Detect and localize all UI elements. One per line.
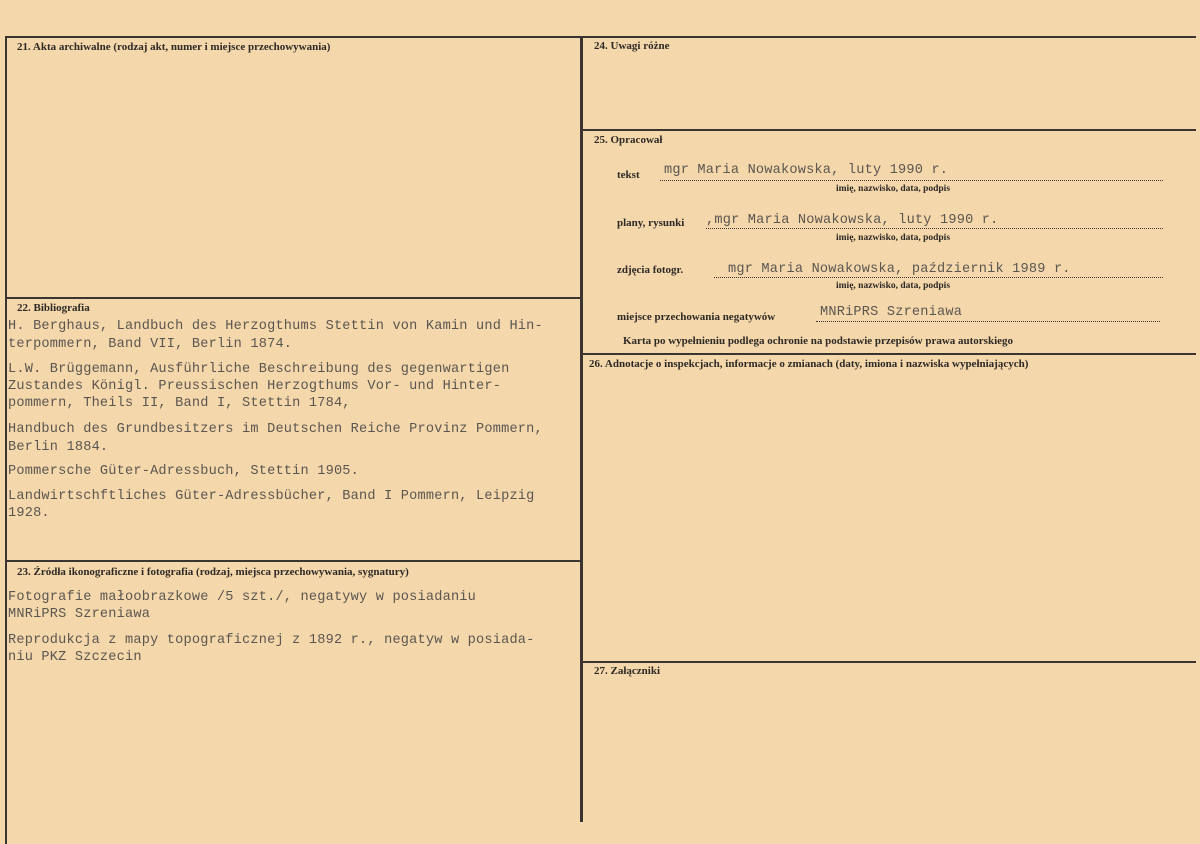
- bibliography-line: terpommern, Band VII, Berlin 1874.: [8, 337, 293, 352]
- negatywy-label: miejsce przechowania negatywów: [617, 311, 776, 323]
- zdjecia-dotted-line: [714, 277, 1163, 278]
- negatywy-dotted-line: [816, 321, 1160, 322]
- top-border: [6, 36, 1196, 38]
- plany-label: plany, rysunki: [617, 217, 685, 229]
- bibliography-line: 1928.: [8, 506, 50, 521]
- tekst-dotted-line: [660, 180, 1163, 181]
- section-27-label: 27. Załączniki: [594, 665, 661, 677]
- negatywy-value: MNRiPRS Szreniawa: [820, 305, 963, 320]
- iconography-line: Fotografie małoobrazkowe /5 szt./, negatywy w posiadaniu: [8, 590, 477, 605]
- divider-21-22: [6, 297, 583, 299]
- section-21-label: 21. Akta archiwalne (rodzaj akt, numer i miejsce przechowywania): [17, 41, 331, 53]
- zdjecia-label: zdjęcia fotogr.: [617, 264, 684, 276]
- tekst-label: tekst: [617, 169, 640, 181]
- iconography-line: MNRiPRS Szreniawa: [8, 607, 151, 622]
- section-22-label: 22. Bibliografia: [17, 302, 90, 314]
- plany-caption: imię, nazwisko, data, podpis: [836, 233, 951, 243]
- divider-26-27: [583, 661, 1196, 663]
- plany-dotted-line: [706, 228, 1163, 229]
- plany-value: ,mgr Maria Nowakowska, luty 1990 r.: [706, 213, 999, 228]
- bibliography-line: Landwirtschftliches Güter-Adressbücher, Band I Pommern, Leipzig: [8, 489, 535, 504]
- iconography-line: niu PKZ Szczecin: [8, 650, 142, 665]
- bibliography-line: H. Berghaus, Landbuch des Herzogthums Stettin von Kamin und Hin-: [8, 319, 543, 334]
- section-25-label: 25. Opracował: [594, 134, 663, 146]
- section-26-label: 26. Adnotacje o inspekcjach, informacje o zmianach (daty, imiona i nazwiska wypełniających): [589, 358, 1029, 370]
- tekst-value: mgr Maria Nowakowska, luty 1990 r.: [664, 163, 949, 178]
- zdjecia-value: mgr Maria Nowakowska, październik 1989 r.: [728, 262, 1071, 277]
- bibliography-line: L.W. Brüggemann, Ausführliche Beschreibung des gegenwartigen: [8, 362, 510, 377]
- divider-22-23: [6, 560, 583, 562]
- copyright-note: Karta po wypełnieniu podlega ochronie na podstawie przepisów prawa autorskiego: [623, 335, 1014, 347]
- center-divider: [580, 36, 583, 822]
- bibliography-line: Handbuch des Grundbesitzers im Deutschen Reiche Provinz Pommern,: [8, 422, 543, 437]
- section-24-label: 24. Uwagi różne: [594, 40, 670, 52]
- left-border: [5, 36, 7, 844]
- iconography-line: Reprodukcja z mapy topograficznej z 1892 r., negatyw w posiada-: [8, 633, 535, 648]
- zdjecia-caption: imię, nazwisko, data, podpis: [836, 281, 951, 291]
- bibliography-line: Zustandes Königl. Preussischen Herzogthums Vor- und Hinter-: [8, 379, 502, 394]
- bibliography-line: pommern, Theils II, Band I, Stettin 1784,: [8, 396, 351, 411]
- divider-25-26: [583, 353, 1196, 355]
- section-23-label: 23. Źródła ikonograficzne i fotografia (rodzaj, miejsca przechowywania, sygnatury): [17, 566, 409, 578]
- tekst-caption: imię, nazwisko, data, podpis: [836, 184, 951, 194]
- bibliography-line: Pommersche Güter-Adressbuch, Stettin 1905.: [8, 464, 360, 479]
- divider-24-25: [583, 129, 1196, 131]
- bibliography-line: Berlin 1884.: [8, 440, 109, 455]
